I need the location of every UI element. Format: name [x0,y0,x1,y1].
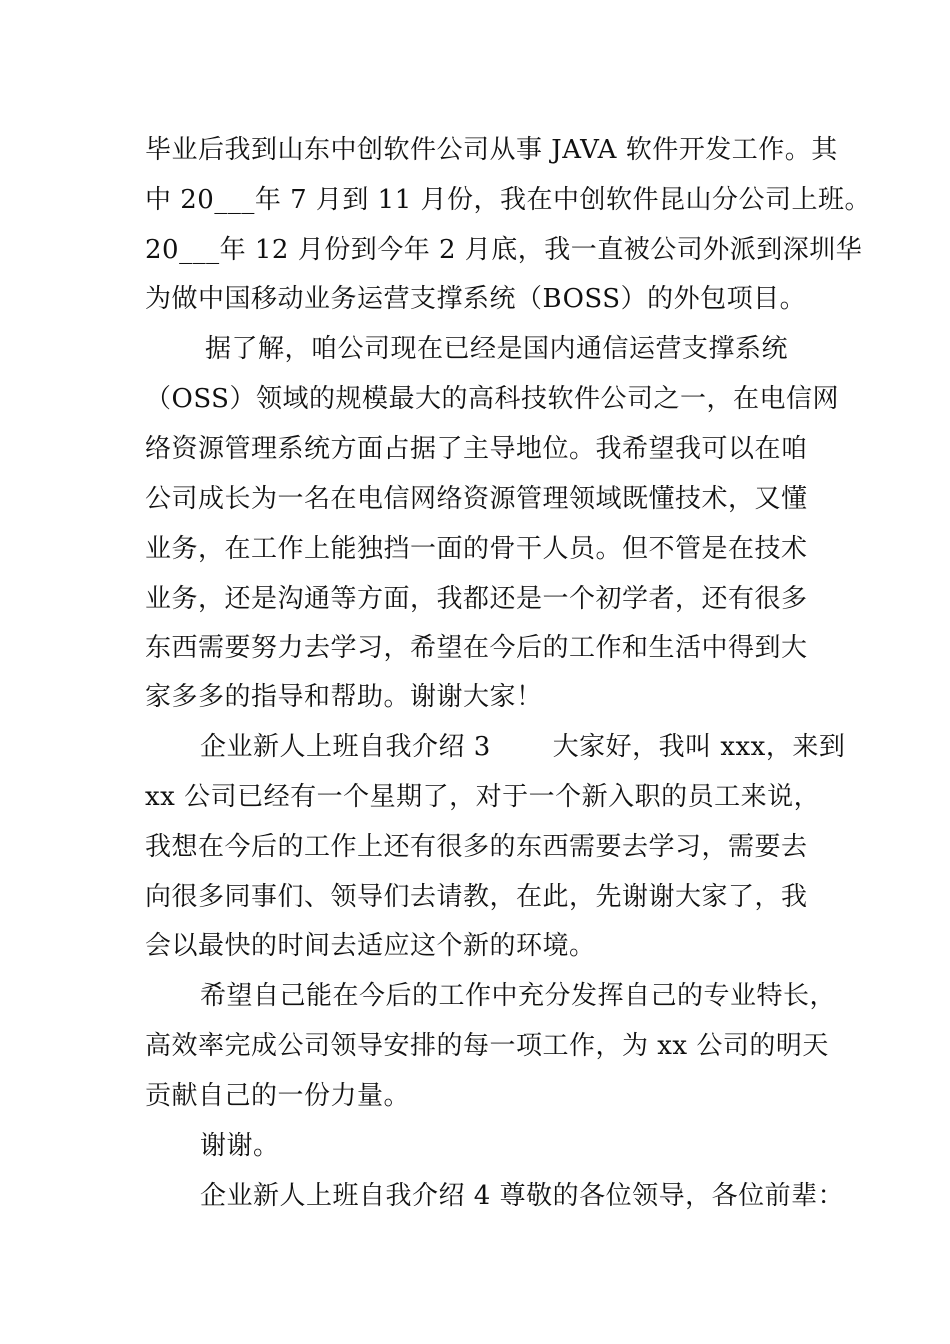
text-line: 家多多的指导和帮助。谢谢大家！ [145,682,543,712]
text-line: 业务，在工作上能独挡一面的骨干人员。但不管是在技术 [145,534,808,564]
text-line: 络资源管理系统方面占据了主导地位。我希望我可以在咱 [145,434,808,464]
text-line: 毕业后我到山东中创软件公司从事 JAVA 软件开发工作。其 [145,135,838,165]
text-line: 会以最快的时间去适应这个新的环境。 [145,931,596,961]
text-line: 高效率完成公司领导安排的每一项工作，为 xx 公司的明天 [145,1031,829,1061]
text-line: 据了解，咱公司现在已经是国内通信运营支撑系统 [205,334,789,364]
text-line: 企业新人上班自我介绍 3 大家好，我叫 xxx，来到 [200,732,846,762]
text-line: 中 20___年 7 月到 11 月份，我在中创软件昆山分公司上班。 [145,185,872,215]
text-line: 希望自己能在今后的工作中充分发挥自己的专业特长， [200,981,837,1011]
text-line: 公司成长为一名在电信网络资源管理领域既懂技术，又懂 [145,484,808,514]
text-line: 向很多同事们、领导们去请教，在此，先谢谢大家了，我 [145,882,808,912]
text-line: （OSS）领域的规模最大的高科技软件公司之一，在电信网 [145,384,839,414]
text-line: 20___年 12 月份到今年 2 月底，我一直被公司外派到深圳华 [145,235,863,265]
text-line: 东西需要努力去学习，希望在今后的工作和生活中得到大 [145,633,808,663]
text-line: xx 公司已经有一个星期了，对于一个新入职的员工来说， [145,782,821,812]
text-line: 为做中国移动业务运营支撑系统（BOSS）的外包项目。 [145,284,807,314]
text-line: 贡献自己的一份力量。 [145,1081,411,1111]
text-line: 我想在今后的工作上还有很多的东西需要去学习，需要去 [145,832,808,862]
text-line: 企业新人上班自我介绍 4 尊敬的各位领导，各位前辈： [200,1181,845,1211]
text-line: 谢谢。 [200,1131,280,1161]
text-line: 业务，还是沟通等方面，我都还是一个初学者，还有很多 [145,584,808,614]
